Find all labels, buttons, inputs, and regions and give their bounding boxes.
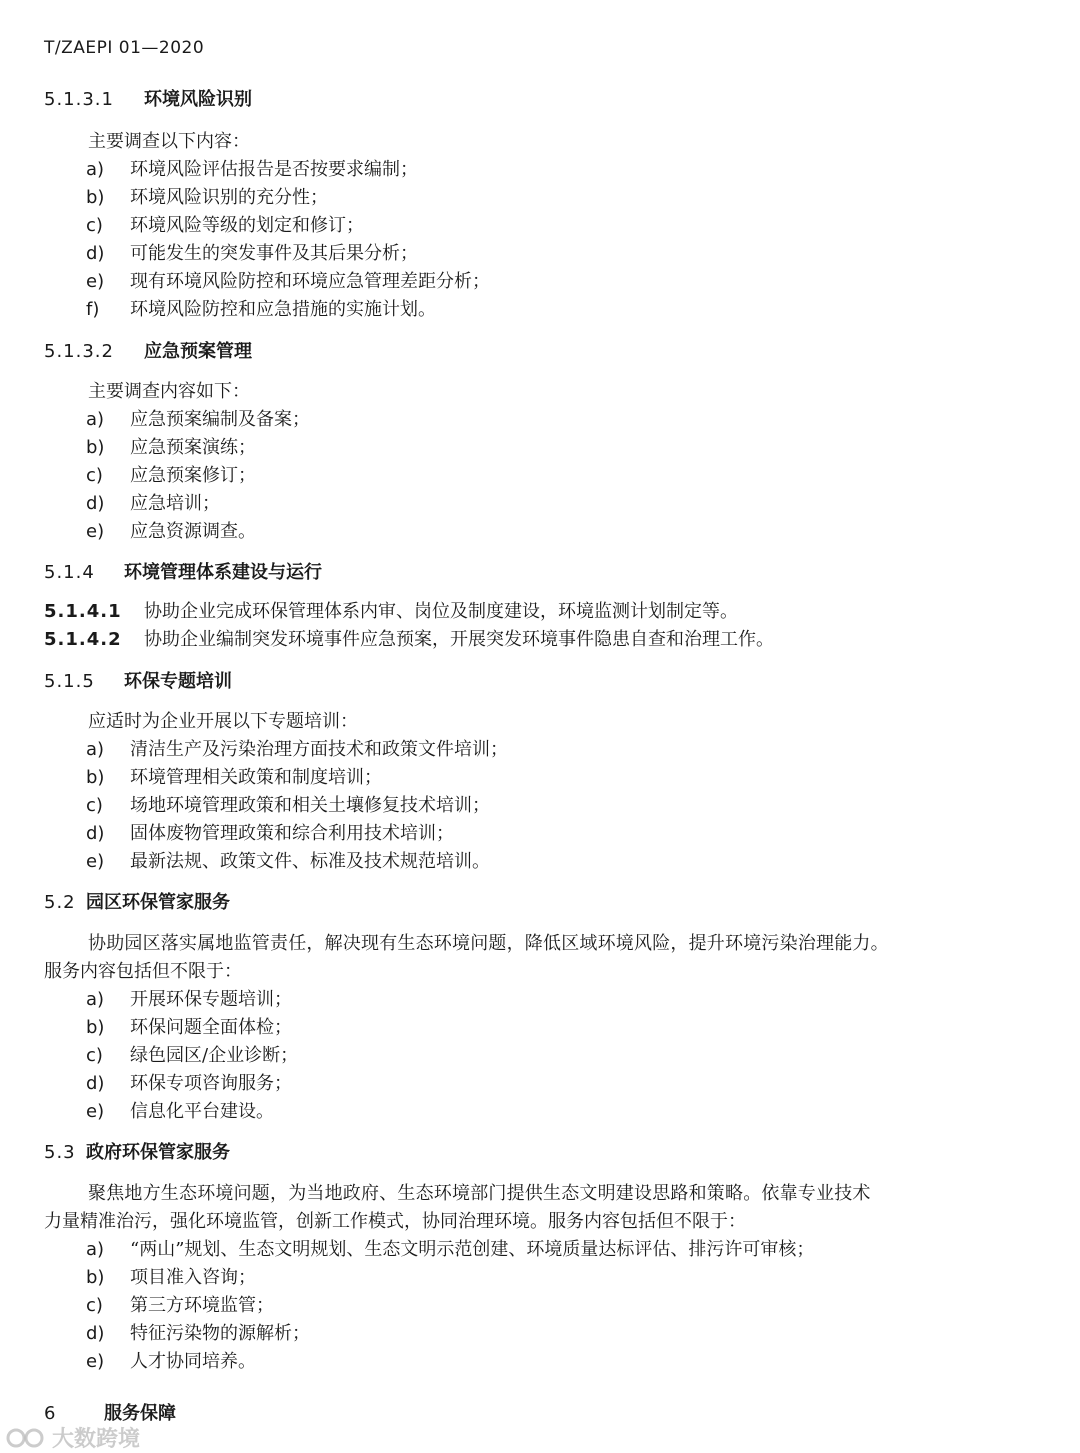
- list-item: [86, 464, 256, 488]
- subsection-text: 协助企业完成环保管理体系内审、岗位及制度建设，环境监测计划制定等。: [144, 601, 738, 622]
- list-text: 人才协同培养。: [130, 1351, 256, 1372]
- list-label: e): [86, 521, 105, 542]
- section-heading-52: [44, 891, 230, 915]
- list-item: [86, 1016, 292, 1040]
- list-label: e): [86, 1101, 105, 1122]
- section-number: 5.3: [44, 1142, 76, 1163]
- list-text: 环境风险评估报告是否按要求编制；: [130, 159, 418, 180]
- list-text: 清洁生产及污染治理方面技术和政策文件培训；: [130, 739, 508, 760]
- list-text: 应急培训；: [130, 493, 220, 514]
- list-text: 现有环境风险防控和环境应急管理差距分析；: [130, 271, 490, 292]
- list-item: [86, 738, 508, 762]
- subsection-text: 协助企业编制突发环境事件应急预案，开展突发环境事件隐患自查和治理工作。: [144, 629, 774, 650]
- list-label: c): [86, 795, 103, 816]
- list-text: 环境风险识别的充分性；: [130, 187, 328, 208]
- list-item: [86, 1266, 256, 1290]
- list-item: [86, 766, 382, 790]
- section-heading-5132: [44, 340, 252, 364]
- list-label: d): [86, 243, 105, 264]
- subsection-5142: [44, 628, 774, 652]
- list-item: [86, 1322, 310, 1346]
- list-text: 应急预案编制及备案；: [130, 409, 310, 430]
- list-text: 环境风险防控和应急措施的实施计划。: [130, 299, 436, 320]
- list-item: [86, 794, 490, 818]
- list-item: [86, 520, 256, 544]
- list-item: [86, 158, 418, 182]
- section-number: 5.1.3.2: [44, 341, 114, 362]
- document-header: T/ZAEPI 01—2020: [44, 38, 205, 58]
- list-label: c): [86, 1295, 103, 1316]
- section-number: 5.1.4.1: [44, 601, 122, 622]
- list-item: [86, 436, 256, 460]
- list-item: [86, 1350, 256, 1374]
- list-label: d): [86, 1073, 105, 1094]
- list-label: b): [86, 767, 105, 788]
- list-item: [86, 1044, 298, 1068]
- section-title: 园区环保管家服务: [86, 892, 230, 913]
- section-title: 环保专题培训: [124, 671, 232, 692]
- list-item: [86, 492, 220, 516]
- section-number: 5.1.3.1: [44, 89, 114, 110]
- watermark: [6, 1422, 140, 1453]
- paragraph-line: 聚焦地方生态环境问题，为当地政府、生态环境部门提供生态文明建设思路和策略。依靠专业技术: [88, 1183, 871, 1204]
- list-text: 环保问题全面体检；: [130, 1017, 292, 1038]
- list-text: 环境风险等级的划定和修订；: [130, 215, 364, 236]
- list-label: c): [86, 215, 103, 236]
- section-number: 5.1.5: [44, 671, 95, 692]
- list-label: a): [86, 1239, 105, 1260]
- list-label: a): [86, 989, 105, 1010]
- list-text: 项目准入咨询；: [130, 1267, 256, 1288]
- paragraph-line: 服务内容包括但不限于：: [44, 961, 242, 982]
- list-label: b): [86, 1267, 105, 1288]
- list-item: [86, 822, 454, 846]
- list-item: [86, 1100, 274, 1124]
- list-label: e): [86, 851, 105, 872]
- list-item: [86, 270, 490, 294]
- list-item: [86, 1294, 274, 1318]
- watermark-logo-icon: [6, 1426, 48, 1450]
- list-label: d): [86, 493, 105, 514]
- list-text: 第三方环境监管；: [130, 1295, 274, 1316]
- section-title: 服务保障: [104, 1403, 176, 1424]
- list-item: [86, 988, 292, 1012]
- list-text: 可能发生的突发事件及其后果分析；: [130, 243, 418, 264]
- list-label: a): [86, 409, 105, 430]
- list-item: [86, 1072, 292, 1096]
- list-label: b): [86, 187, 105, 208]
- section-title: 政府环保管家服务: [86, 1142, 230, 1163]
- list-label: c): [86, 465, 103, 486]
- list-text: 开展环保专题培训；: [130, 989, 292, 1010]
- list-text: 绿色园区/企业诊断；: [130, 1045, 299, 1066]
- list-label: a): [86, 739, 105, 760]
- list-item: [86, 242, 418, 266]
- list-text: 应急预案修订；: [130, 465, 256, 486]
- paragraph-line: 力量精准治污，强化环境监管，创新工作模式，协同治理环境。服务内容包括但不限于：: [44, 1211, 746, 1232]
- list-label: a): [86, 159, 105, 180]
- section-number: 5.2: [44, 892, 76, 913]
- list-text: 特征污染物的源解析；: [130, 1323, 310, 1344]
- intro-text: 主要调查以下内容：: [88, 131, 250, 152]
- list-label: e): [86, 271, 105, 292]
- section-heading-5131: [44, 88, 252, 112]
- list-label: d): [86, 1323, 105, 1344]
- list-text: “两山”规划、生态文明规划、生态文明示范创建、环境质量达标评估、排污许可审核；: [130, 1239, 815, 1260]
- section-title: 环境风险识别: [144, 89, 252, 110]
- section-number: 5.1.4: [44, 562, 95, 583]
- section-heading-53: [44, 1141, 230, 1165]
- intro-text: 主要调查内容如下：: [88, 381, 250, 402]
- list-text: 最新法规、政策文件、标准及技术规范培训。: [130, 851, 490, 872]
- paragraph-line: 协助园区落实属地监管责任，解决现有生态环境问题，降低区域环境风险，提升环境污染治理能力。: [88, 933, 889, 954]
- list-text: 固体废物管理政策和综合利用技术培训；: [130, 823, 454, 844]
- section-number: 6: [44, 1403, 57, 1424]
- list-text: 环境管理相关政策和制度培训；: [130, 767, 382, 788]
- section-heading-514: [44, 561, 322, 585]
- intro-text: 应适时为企业开展以下专题培训：: [88, 711, 358, 732]
- list-label: c): [86, 1045, 103, 1066]
- watermark-text: 大数跨境: [52, 1427, 141, 1452]
- list-item: [86, 214, 364, 238]
- list-text: 场地环境管理政策和相关土壤修复技术培训；: [130, 795, 490, 816]
- list-label: b): [86, 437, 105, 458]
- list-label: e): [86, 1351, 105, 1372]
- list-text: 环保专项咨询服务；: [130, 1073, 292, 1094]
- section-number: 5.1.4.2: [44, 629, 122, 650]
- list-item: [86, 1238, 814, 1262]
- section-title: 应急预案管理: [144, 341, 252, 362]
- subsection-5141: [44, 600, 738, 624]
- list-label: b): [86, 1017, 105, 1038]
- list-label: d): [86, 823, 105, 844]
- list-item: [86, 408, 310, 432]
- list-item: [86, 186, 328, 210]
- list-text: 应急资源调查。: [130, 521, 256, 542]
- list-item: [86, 850, 490, 874]
- list-text: 信息化平台建设。: [130, 1101, 274, 1122]
- section-heading-515: [44, 670, 232, 694]
- section-title: 环境管理体系建设与运行: [124, 562, 322, 583]
- list-label: f): [86, 299, 100, 320]
- list-item: [86, 298, 436, 322]
- list-text: 应急预案演练；: [130, 437, 256, 458]
